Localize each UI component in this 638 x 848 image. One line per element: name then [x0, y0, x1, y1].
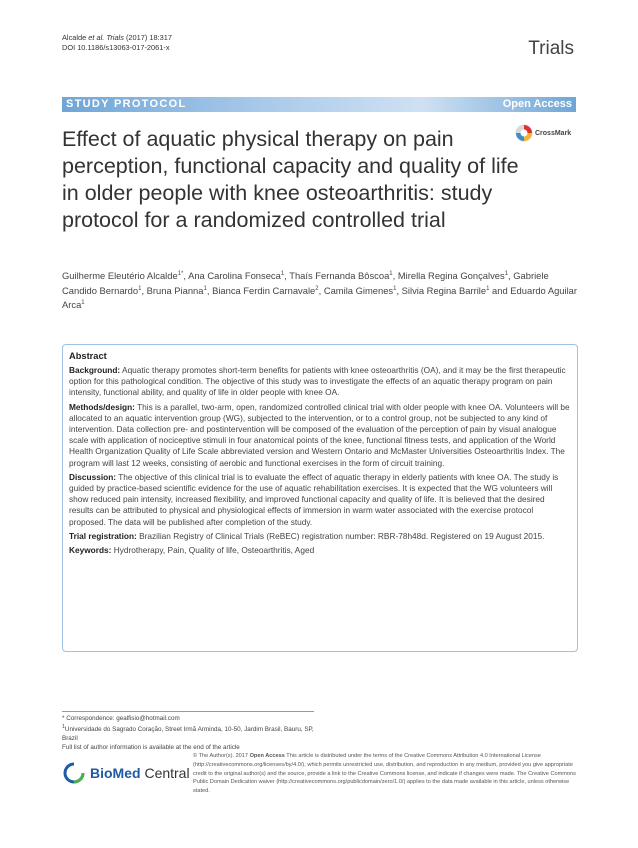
author: [289, 270, 392, 281]
publisher-brand-suffix: Central: [140, 765, 190, 781]
citation-block: [62, 33, 172, 53]
author-affiliation-marker: 1: [280, 271, 285, 277]
abstract-section-label: Background:: [69, 365, 121, 375]
license-copyright: © The Author(s). 2017: [193, 753, 250, 759]
author-name: Bianca Ferdin Carnavale: [212, 284, 316, 296]
author-name: Camila Gimenes: [323, 284, 394, 296]
author-affiliation-marker: 1: [81, 300, 85, 307]
citation-journal: et al. Trials: [88, 33, 124, 42]
citation-line: [62, 33, 172, 43]
author: [147, 285, 207, 296]
author-name: Mirella Regina Gonçalves: [397, 270, 505, 282]
author-name: Guilherme Eleutério Alcalde: [62, 270, 178, 282]
abstract-box: [62, 344, 578, 652]
author: [62, 270, 183, 281]
open-access-label: Open Access: [502, 98, 572, 110]
journal-name: Trials: [528, 38, 574, 59]
author-affiliation-marker: 1: [138, 285, 142, 292]
crossmark-icon: [515, 124, 533, 142]
author-info-note: Full list of author information is available at the end of the article: [62, 744, 240, 752]
license-body: This article is distributed under the terms of the Creative Commons Attribution 4.0 International License (http://creativecommons.org/licenses/by/4.0/), which permits unrestricted use, distribution, and reproduction in any medium, provided you give appropriate credit to the original author(s) and the source, provide a link to the Creative Commons license, and indicate if changes were made. The Creative Commons Public Domain Dedication waiver (http://creativecommons.org/publicdomain/zero/1.0/) applies to the data made available in this article, unless otherwise stated.: [193, 753, 576, 795]
abstract-section: [69, 365, 571, 399]
citation-authors: Alcalde: [62, 33, 89, 42]
abstract-section: [69, 402, 571, 469]
author: [324, 285, 397, 296]
abstract-section-text: Brazilian Registry of Clinical Trials (ReBEC) registration number: RBR-78h48d. Registered on 19 August 2015.: [139, 530, 545, 541]
author-affiliation-marker: 2: [315, 285, 319, 292]
abstract-heading: Abstract: [69, 351, 107, 361]
author-affiliation-marker: 1: [393, 285, 397, 292]
author: [402, 285, 490, 296]
publisher-brand: BioMed: [90, 765, 141, 781]
author-affiliation-marker: 1: [504, 271, 509, 277]
license-open-access: Open Access: [249, 753, 285, 759]
abstract-section-label: Trial registration:: [69, 530, 137, 541]
author: [212, 285, 319, 296]
author-name: Gabriele Candido Bernardo: [62, 270, 549, 296]
author-name: Ana Carolina Fonseca: [188, 270, 281, 282]
correspondence: * Correspondence: gealfisio@hotmail.com: [62, 715, 180, 722]
footnotes: [62, 711, 314, 752]
abstract-section-text: Aquatic therapy promotes short-term benefits for patients with knee osteoarthritis (OA), and it may be the first therapeutic option for this pathological condition. The objective of this study was to investigate the effects of an aquatic therapy program on pain intensity, functional ability, and quality of life in older people with knee OA.: [69, 365, 566, 398]
author: [188, 270, 284, 281]
crossmark-label: CrossMark: [535, 129, 572, 137]
author: [398, 270, 508, 281]
abstract-section-label: Discussion:: [69, 471, 117, 482]
abstract-section-text: This is a parallel, two-arm, open, randomized controlled clinical trial with older people with knee OA. Volunteers will be allocated to an aquatic intervention group (WG), subjected to the intervention, or to a control group, not be subjected to any kind of intervention. Data collection pre- and postintervention will be composed of the evaluation of the perception of pain by visual analogue scale with application of nociceptive stimuli in four anatomical points of the knee, functional fitness tests, and application of the World Health Organization Quality of Life Scale abbreviated version and Western Ontario and McMaster Universities Osteoarthritis Index. The program will last 12 weeks, consisting of aerobic and functional exercises in the form of circuit training.: [69, 401, 570, 468]
author-name: Bruna Pianna: [146, 284, 204, 296]
abstract-section-text: Hydrotherapy, Pain, Quality of life, Osteoarthritis, Aged: [113, 545, 315, 556]
abstract-section: [69, 531, 571, 542]
author-affiliation-marker: 1: [486, 285, 490, 292]
author-list: Guilherme Eleutério Alcalde$^{1*}$, Ana Carolina Fonseca$^1$, Thaís Fernanda Bôscoa$^1$, Mirella Regina Gonçalves$^1$, Gabriele Candido Bernardo$^1$, Bruna Pianna$^1$, Bianca Ferdin Carnavale$^2$, Camila Gimenes$^1$, Silvia Regina Barrile$^1$ and Eduardo Aguilar Arca$^1$: [62, 270, 578, 311]
author-affiliation-marker: 1*: [177, 271, 184, 277]
author-affiliation-marker: 1: [389, 271, 393, 277]
article-title: Effect of aquatic physical therapy on pain perception, functional capacity and quality of life in older people with knee osteoarthritis: study protocol for a randomized controlled trial: [62, 127, 519, 232]
abstract-section-label: Keywords:: [69, 545, 112, 556]
citation-volume: (2017) 18:317: [123, 33, 172, 42]
abstract-section: [69, 545, 571, 556]
affiliation-marker: 1: [62, 724, 65, 730]
biomed-central-logo-icon: [62, 762, 86, 784]
author-name: Thaís Fernanda Bôscoa: [289, 270, 390, 282]
crossmark-badge[interactable]: [515, 124, 571, 142]
abstract-section-text: The objective of this clinical trial is to evaluate the effect of aquatic therapy in elderly patients with knee OA. The study is guided by practice-based scientific evidence for the use of aquatic rehabilitation exercises. It is expected that the WG volunteers will show reduced pain intensity, increased flexibility, and improved functional capacity and quality of life. It is believed that the desired results can be attributed to physical and physiological effects of immersion in warm water associated with the exercise protocol proposed. The data will be published after completion of the study.: [69, 471, 559, 527]
abstract-section: [69, 472, 571, 528]
article-type-banner: [62, 97, 576, 112]
author-name: Eduardo Aguilar Arca: [62, 284, 578, 311]
license-text: [193, 752, 578, 796]
affiliation-text: Universidade do Sagrado Coração, Street Irmã Arminda, 10-50, Jardim Brasil, Bauru, SP, Brazil: [62, 726, 314, 743]
author-name: Silvia Regina Barrile: [401, 284, 487, 296]
publisher-logo: [62, 762, 190, 784]
doi: DOI 10.1186/s13063-017-2061-x: [62, 43, 170, 52]
author-affiliation-marker: 1: [203, 285, 207, 292]
affiliation: [62, 723, 314, 743]
publisher-name: [90, 765, 190, 781]
abstract-section-label: Methods/design:: [69, 401, 135, 412]
article-type: STUDY PROTOCOL: [66, 98, 187, 110]
